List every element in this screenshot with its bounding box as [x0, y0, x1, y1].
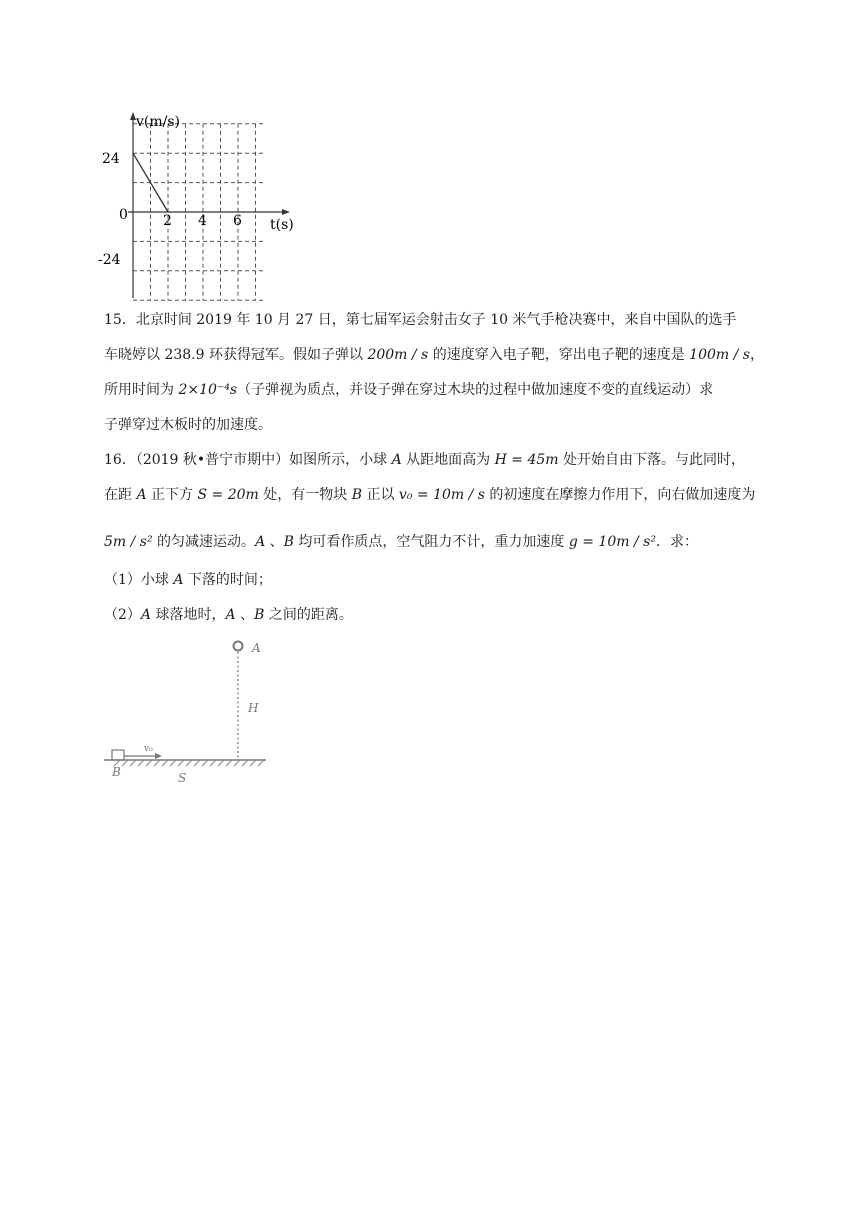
x-tick-2: 2	[163, 213, 172, 229]
x-axis-label: t(s)	[270, 217, 294, 233]
ground-hatching	[104, 760, 266, 766]
q15-line-2: 车晓婷以 238.9 环获得冠军。假如子弹以 200m / s 的速度穿入电子靶，穿出电子靶的速度是 100m / s，	[104, 347, 764, 363]
ball-a	[234, 642, 243, 651]
velocity-arrowhead	[155, 753, 162, 759]
graph-axes	[128, 112, 290, 298]
velocity-time-graph	[100, 108, 320, 308]
y-tick-top: 24	[102, 151, 120, 167]
y-axis-label: v(m/s)	[136, 114, 181, 130]
q15-line-4: 子弹穿过木板时的加速度。	[104, 417, 272, 433]
q16-line-1: 16．（2019 秋•普宁市期中）如图所示，小球 A 从距地面高为 H = 45m 处开始自由下落。与此同时，	[104, 452, 746, 468]
label-b: B	[112, 765, 121, 779]
q15-line-3: 所用时间为 2×10⁻⁴s（子弹视为质点，并设子弹在穿过木块的过程中做加速度不变的直线运动）求	[104, 382, 714, 398]
y-tick-zero: 0	[119, 207, 128, 223]
vt-graph-svg	[100, 108, 320, 308]
diagram-svg	[100, 630, 300, 790]
free-fall-diagram	[100, 630, 300, 790]
q15-line-1: 15．北京时间 2019 年 10 月 27 日，第七届军运会射击女子 10 米气手枪决赛中，来自中国队的选手	[104, 312, 737, 328]
label-h: H	[248, 701, 259, 715]
q16-part-2: （2）A 球落地时，A 、B 之间的距离。	[104, 607, 353, 623]
block-b	[112, 750, 124, 760]
label-a: A	[252, 641, 261, 655]
x-tick-4: 4	[198, 213, 207, 229]
x-tick-6: 6	[233, 213, 242, 229]
q16-line-2: 在距 A 正下方 S = 20m 处，有一物块 B 正以 v₀ = 10m / s 的初速度在摩擦力作用下，向右做加速度为	[104, 487, 756, 503]
label-s: S	[178, 771, 187, 785]
q16-line-3: 5m / s² 的匀减速运动。A 、B 均可看作质点，空气阻力不计，重力加速度 g = 10m / s²．求：	[104, 534, 698, 550]
label-v0: v₀	[144, 744, 153, 754]
q16-part-1: （1）小球 A 下落的时间；	[104, 572, 272, 588]
y-tick-bottom: -24	[98, 252, 121, 268]
